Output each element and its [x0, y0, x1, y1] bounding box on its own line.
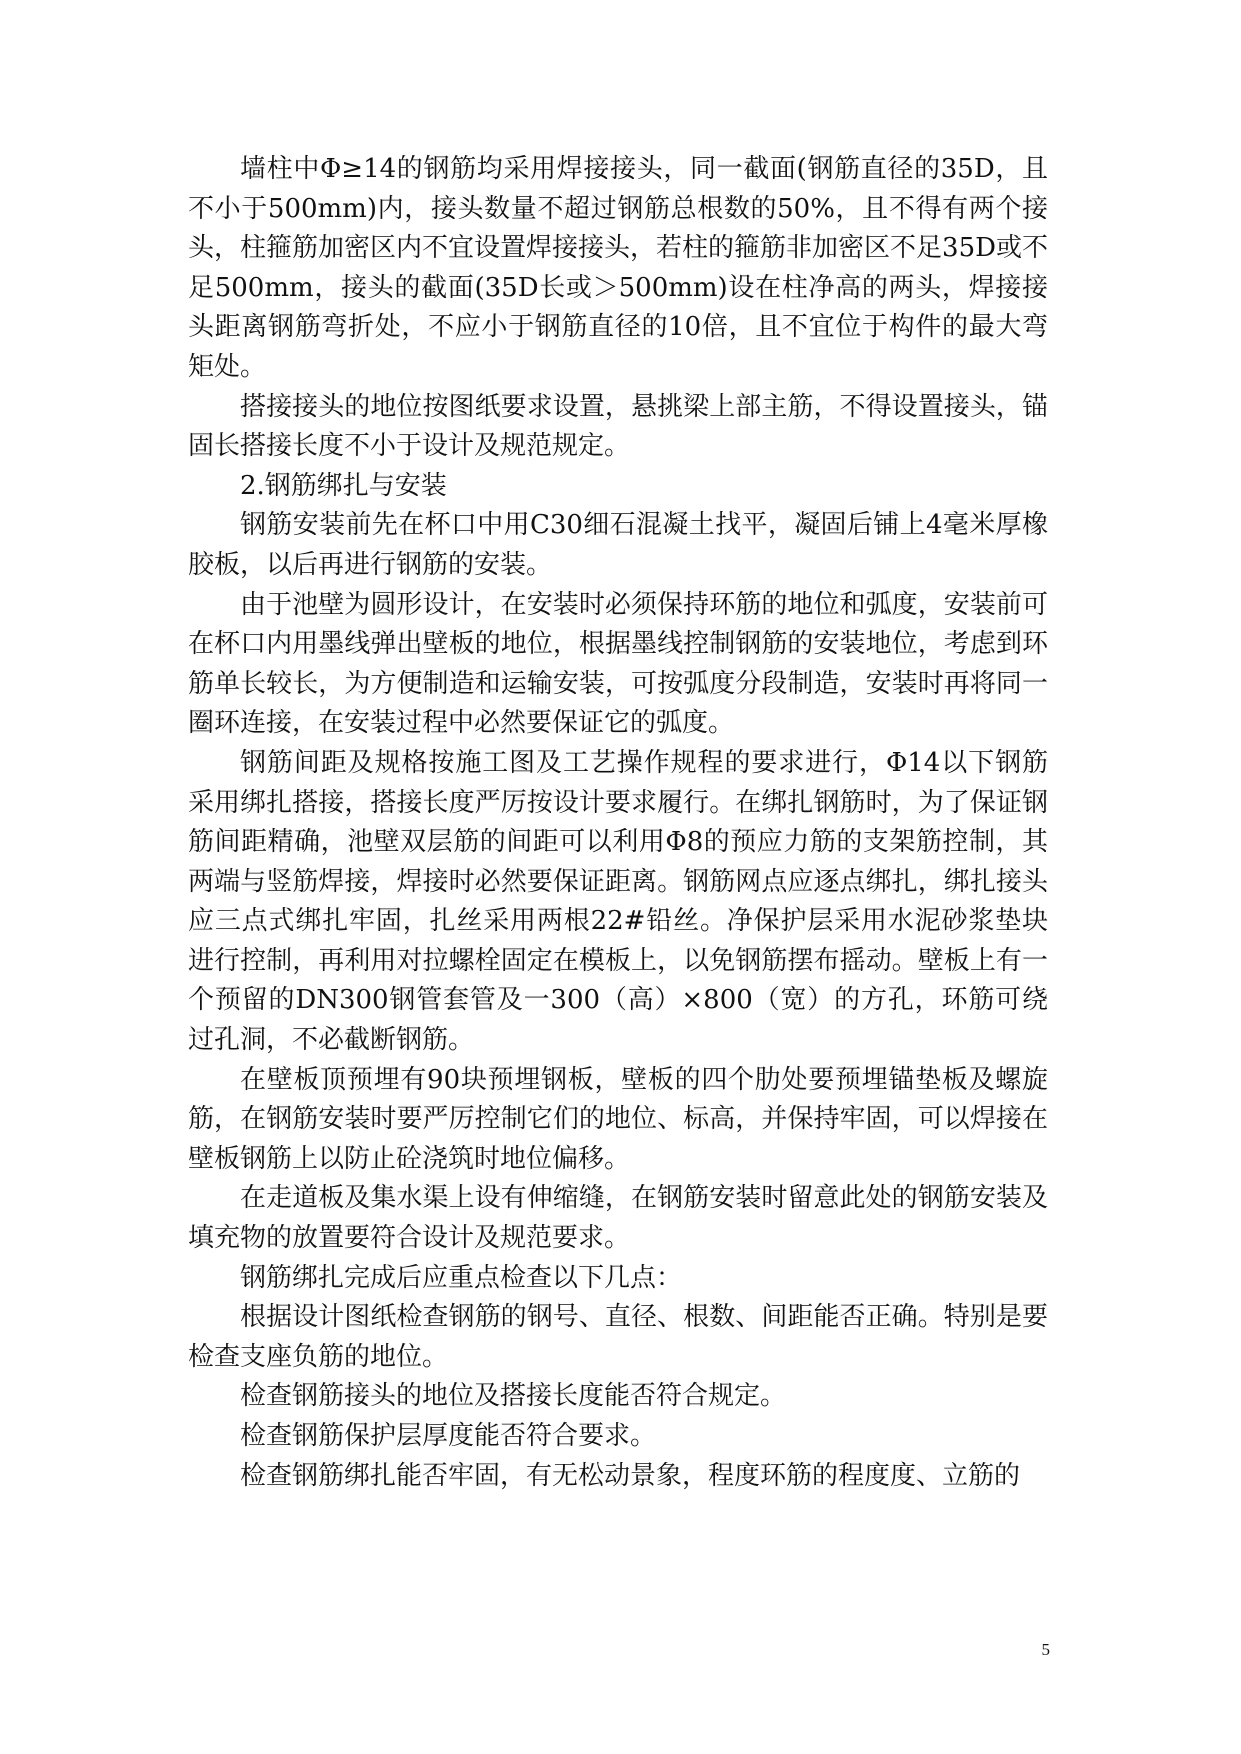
page-number: 5 [1041, 1640, 1050, 1659]
paragraph-weld-joints: 墙柱中Φ≥14的钢筋均采用焊接接头，同一截面(钢筋直径的35D，且不小于500mm)内，接头数量不超过钢筋总根数的50%，且不得有两个接头，柱箍筋加密区内不宜设置焊接接头，若柱的箍筋非加密区不足35D或不足500mm，接头的截面(35D长或＞500mm)设在柱净高的两头，焊接接头距离钢筋弯折处，不应小于钢筋直径的10倍，且不宜位于构件的最大弯矩处。 [188, 154, 1048, 382]
body-text [188, 150, 1048, 1496]
paragraph-inspection-2: 检查钢筋接头的地位及搭接长度能否符合规定。 [240, 1381, 787, 1412]
paragraph-inspection-4: 检查钢筋绑扎能否牢固，有无松动景象，程度环筋的程度度、立筋的 [240, 1460, 1021, 1491]
paragraph-embedded-plates: 在壁板顶预埋有90块预埋钢板，壁板的四个肋处要预埋锚垫板及螺旋筋，在钢筋安装时要严厉控制它们的地位、标高，并保持牢固，可以焊接在壁板钢筋上以防止砼浇筑时地位偏移。 [188, 1064, 1048, 1174]
paragraph-pre-installation: 钢筋安装前先在杯口中用C30细石混凝土找平，凝固后铺上4毫米厚橡胶板，以后再进行钢筋的安装。 [188, 510, 1048, 580]
paragraph-inspection-intro: 钢筋绑扎完成后应重点检查以下几点： [240, 1262, 683, 1293]
paragraph-circular-wall: 由于池壁为圆形设计，在安装时必须保持环筋的地位和弧度，安装前可在杯口内用墨线弹出壁板的地位，根据墨线控制钢筋的安装地位，考虑到环筋单长较长，为方便制造和运输安装，可按弧度分段制造，安装时再将同一圈环连接，在安装过程中必然要保证它的弧度。 [188, 589, 1048, 739]
section-heading-rebar-binding: 2.钢筋绑扎与安装 [240, 470, 447, 501]
paragraph-inspection-1: 根据设计图纸检查钢筋的钢号、直径、根数、间距能否正确。特别是要检查支座负筋的地位。 [188, 1302, 1048, 1372]
paragraph-expansion-joints: 在走道板及集水渠上设有伸缩缝，在钢筋安装时留意此处的钢筋安装及填充物的放置要符合设计及规范要求。 [188, 1183, 1048, 1254]
paragraph-lap-joints: 搭接接头的地位按图纸要求设置，悬挑梁上部主筋，不得设置接头，锚固长搭接长度不小于设计及规范规定。 [188, 391, 1048, 462]
paragraph-spacing-specs: 钢筋间距及规格按施工图及工艺操作规程的要求进行，Φ14以下钢筋采用绑扎搭接，搭接长度严厉按设计要求履行。在绑扎钢筋时，为了保证钢筋间距精确，池壁双层筋的间距可以利用Φ8的预应力筋的支架筋控制，其两端与竖筋焊接，焊接时必然要保证距离。钢筋网点应逐点绑扎，绑扎接头应三点式绑扎牢固，扎丝采用两根22#铅丝。净保护层采用水泥砂浆垫块进行控制，再利用对拉螺栓固定在模板上，以免钢筋摆布摇动。壁板上有一个预留的DN300钢管套管及一300（高）×800（宽）的方孔，环筋可绕过孔洞，不必截断钢筋。 [188, 747, 1048, 1056]
paragraph-inspection-3: 检查钢筋保护层厚度能否符合要求。 [240, 1421, 657, 1451]
